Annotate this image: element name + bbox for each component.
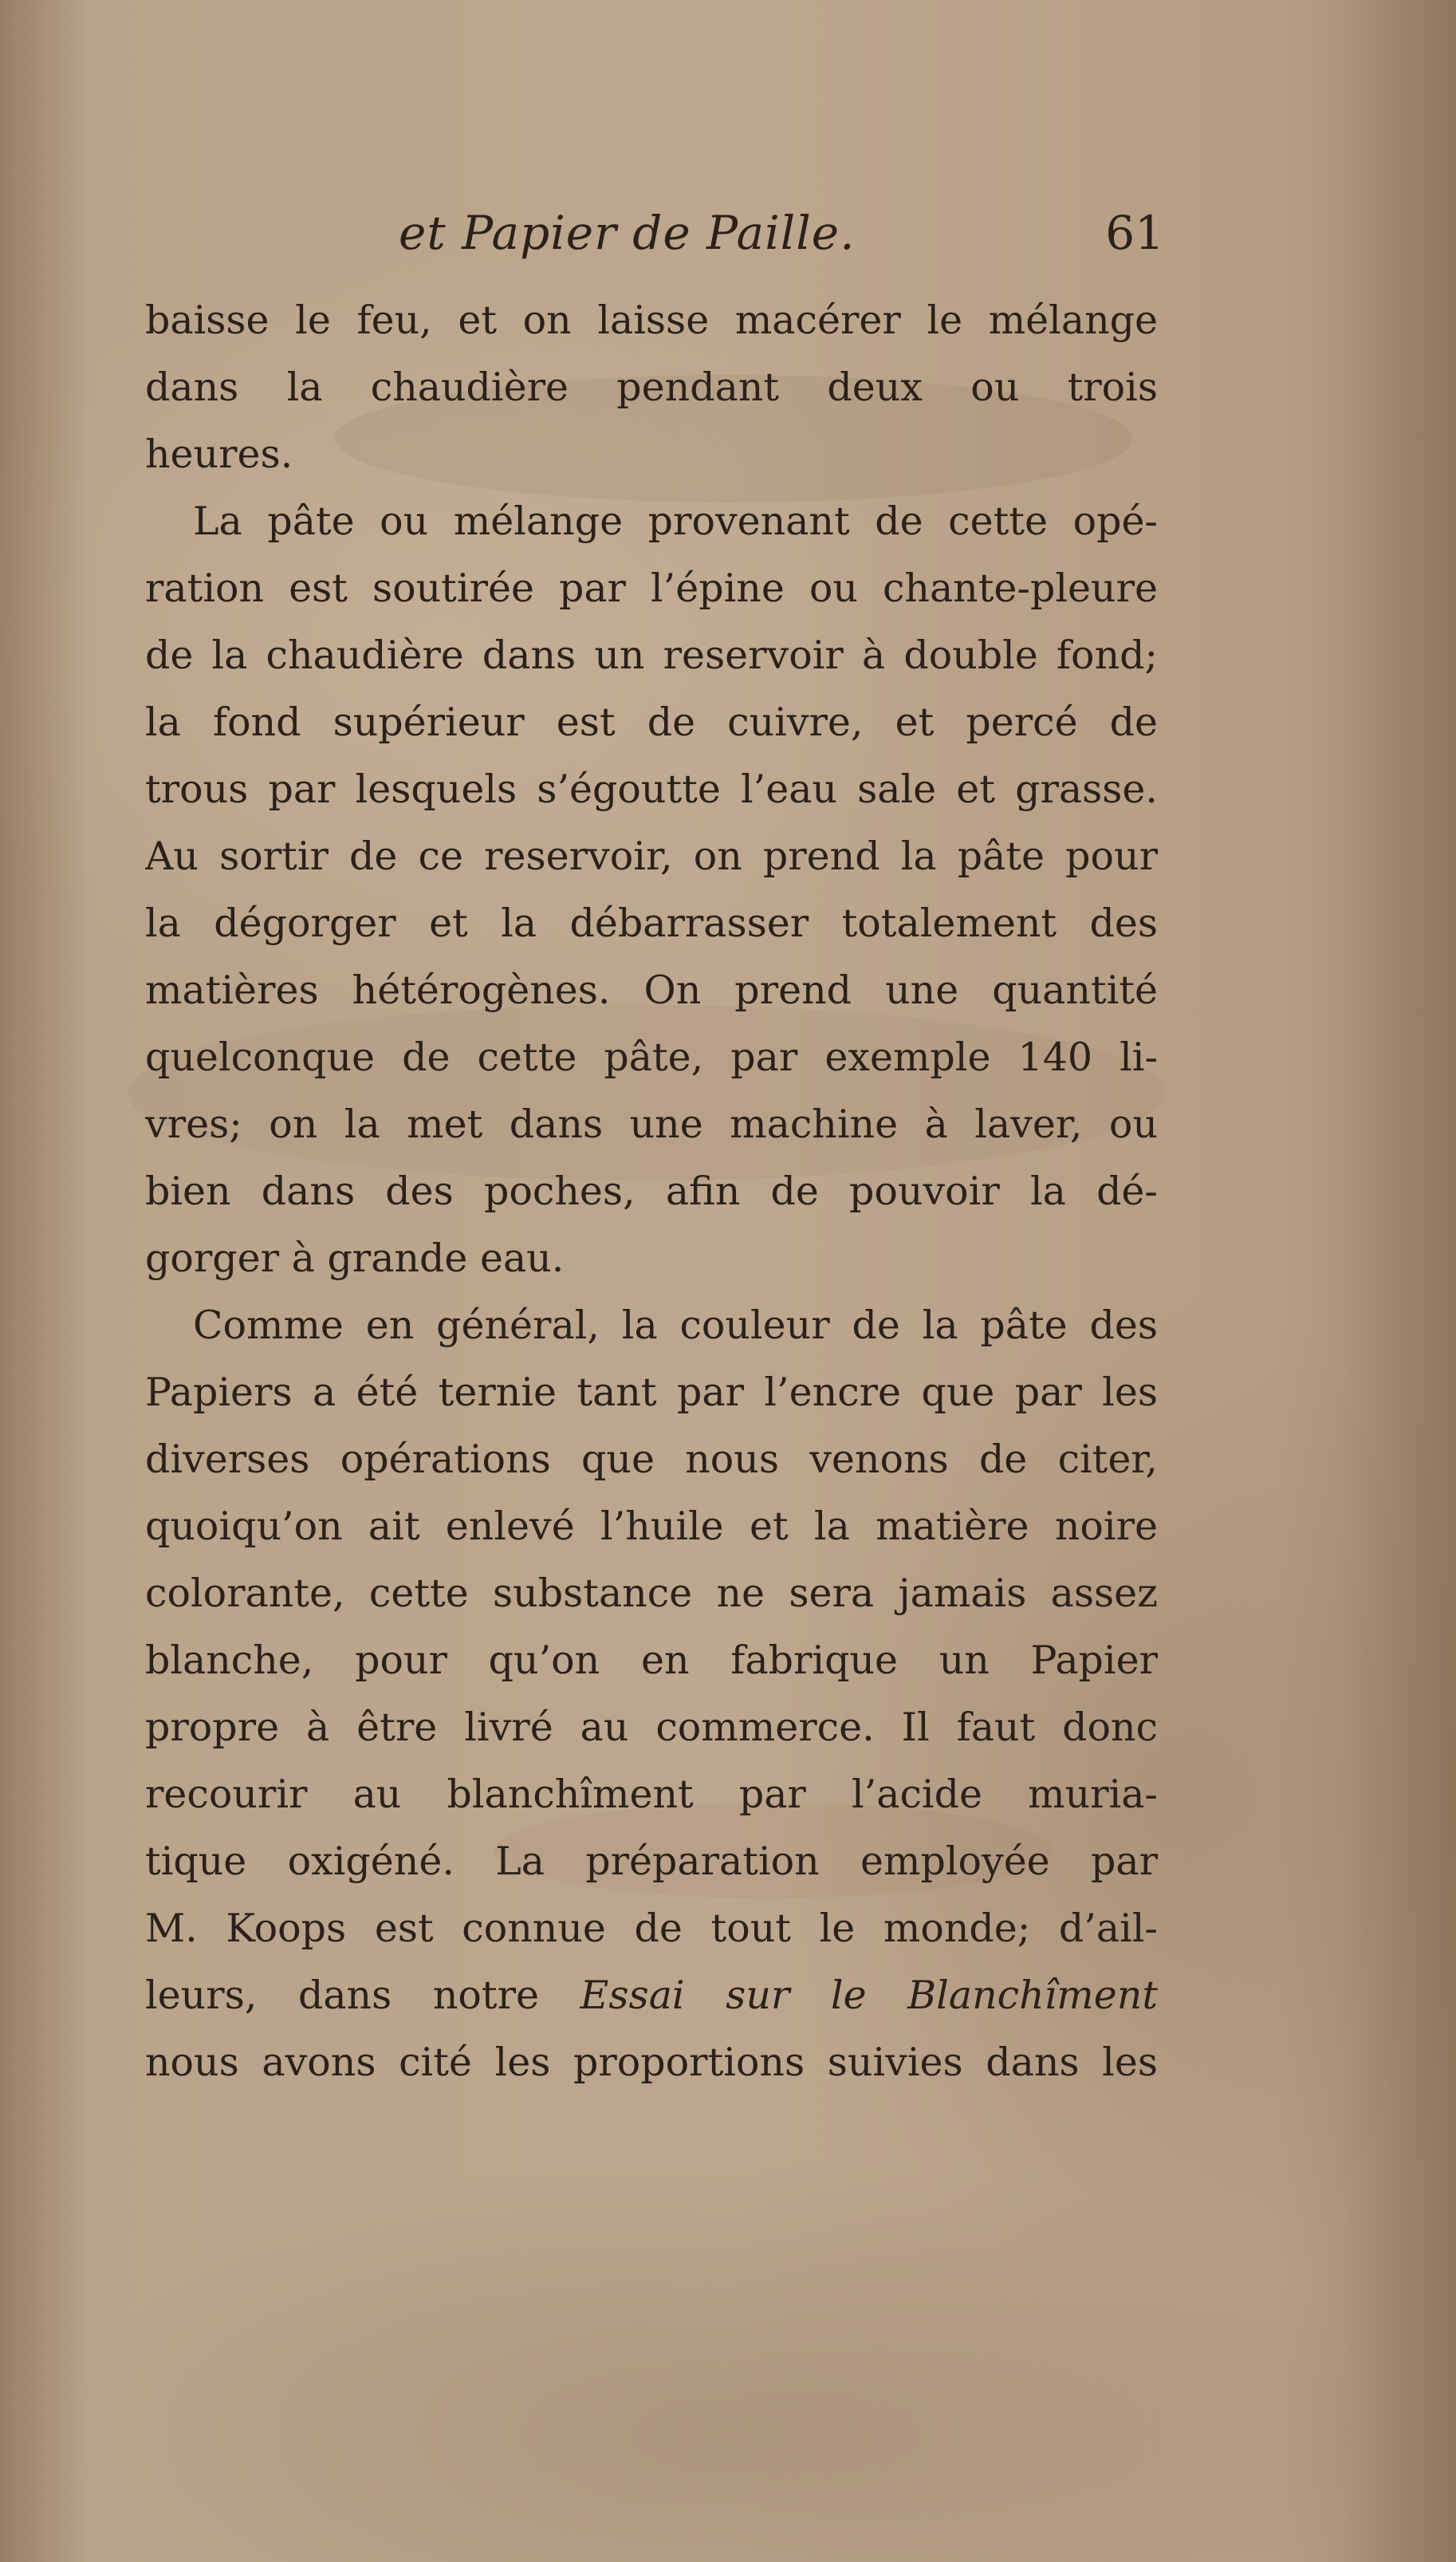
text-line: Au sortir de ce reservoir, on prend la pâte pour	[145, 834, 1158, 879]
text-line: Papiers a été ternie tant par l’encre que par les	[145, 1370, 1158, 1415]
text-line: bien dans des poches, afin de pouvoir la dé-	[145, 1169, 1158, 1214]
text-line: vres; on la met dans une machine à laver, ou	[145, 1102, 1158, 1147]
text-line: ration est soutirée par l’épine ou chante-pleure	[145, 566, 1158, 611]
running-title: et Papier de Paille.	[399, 206, 856, 260]
text-line: la fond supérieur est de cuivre, et percé de	[145, 700, 1158, 745]
text-line: M. Koops est connue de tout le monde; d’ail-	[145, 1906, 1158, 1951]
italic-title: Essai sur le Blanchîment	[580, 1973, 1158, 2018]
text-line: la dégorger et la débarrasser totalement des	[145, 901, 1158, 946]
paragraph-start-line: Comme en général, la couleur de la pâte des	[193, 1303, 1158, 1348]
page-number: 61	[1105, 206, 1164, 260]
text-line: colorante, cette substance ne sera jamais assez	[145, 1571, 1158, 1616]
text-line: nous avons cité les proportions suivies dans les	[145, 2040, 1158, 2085]
text-line: blanche, pour qu’on en fabrique un Papier	[145, 1638, 1158, 1683]
text-segment: leurs, dans notre	[145, 1973, 540, 2018]
text-line-with-italic	[145, 1962, 1158, 2029]
text-line: matières hétérogènes. On prend une quantité	[145, 968, 1158, 1013]
text-line: propre à être livré au commerce. Il faut donc	[145, 1705, 1158, 1750]
text-line: tique oxigéné. La préparation employée par	[145, 1839, 1158, 1884]
text-line: baisse le feu, et on laisse macérer le mélange	[145, 298, 1158, 343]
running-head	[399, 206, 1196, 278]
text-line: dans la chaudière pendant deux ou trois	[145, 365, 1158, 410]
paragraph-start-line: La pâte ou mélange provenant de cette opé-	[193, 499, 1158, 544]
page-edge-shadow	[1276, 0, 1456, 2562]
text-line: recourir au blanchîment par l’acide muria-	[145, 1772, 1158, 1817]
text-line: quoiqu’on ait enlevé l’huile et la matière noire	[145, 1504, 1158, 1549]
text-line: diverses opérations que nous venons de citer,	[145, 1437, 1158, 1482]
text-line: heures.	[145, 432, 293, 477]
text-line: de la chaudière dans un reservoir à double fond;	[145, 633, 1158, 678]
text-line: gorger à grande eau.	[145, 1236, 565, 1281]
text-line: quelconque de cette pâte, par exemple 140 li-	[145, 1035, 1158, 1080]
page-edge-shadow	[0, 0, 96, 2562]
text-line: trous par lesquels s’égoutte l’eau sale et grasse.	[145, 767, 1158, 812]
